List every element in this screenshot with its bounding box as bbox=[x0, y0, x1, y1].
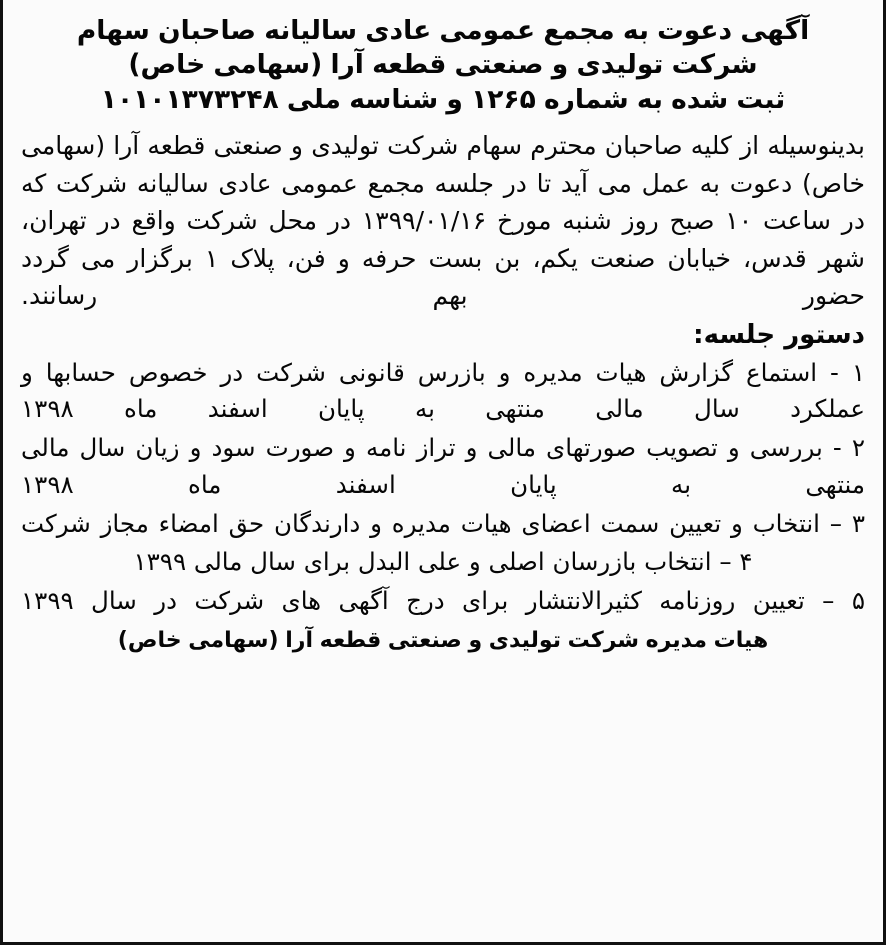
heading-line-2: شرکت تولیدی و صنعتی قطعه آرا (سهامی خاص) bbox=[128, 49, 758, 81]
notice-heading-block bbox=[19, 14, 867, 117]
agenda-item: ۳ – انتخاب و تعیین سمت اعضای هیات مدیره و دارندگان حق امضاء مجاز شرکت bbox=[21, 508, 865, 538]
agenda-item: ۱ - استماع گزارش هیات مدیره و بازرس قانونی شرکت در خصوص حسابها و عملکرد سال مالی منتهی به پایان اسفند ماه ۱۳۹۸ bbox=[21, 357, 865, 424]
agenda-item: ۲ - بررسی و تصویب صورتهای مالی و تراز نامه و صورت سود و زیان سال مالی منتهی به پایان اسفند ماه ۱۳۹۸ bbox=[21, 433, 865, 499]
agenda-item: ۴ – انتخاب بازرسان اصلی و علی البدل برای سال مالی ۱۳۹۹ bbox=[133, 547, 753, 577]
heading-line-3: ثبت شده به شماره ۱۲۶۵ و شناسه ملی ۱۰۱۰۱۳۷۳۲۴۸ bbox=[100, 83, 786, 115]
invitation-paragraph: بدینوسیله از کلیه صاحبان محترم سهام شرکت تولیدی و صنعتی قطعه آرا (سهامی خاص) دعوت به عمل می آید تا در جلسه مجمع عمومی عادی سالیانه شرکت که در ساعت ۱۰ صبح روز شنبه مورخ ۱۳۹۹/۰۱/۱۶ در محل شرکت واقع در تهران، شهر قدس، خیابان صنعت یکم، بن بست حرفه و فن، پلاک ۱ برگزار می گردد حضور بهم رسانند. bbox=[21, 131, 865, 311]
signature-line: هیات مدیره شرکت تولیدی و صنعتی قطعه آرا (سهامی خاص) bbox=[117, 627, 769, 653]
agenda-heading: دستور جلسه: bbox=[693, 319, 865, 350]
agenda-list bbox=[19, 355, 867, 620]
heading-line-1: آگهی دعوت به مجمع عمومی عادی سالیانه صاحبان سهام bbox=[76, 15, 810, 46]
notice-content bbox=[3, 0, 883, 942]
agenda-item: ۵ – تعیین روزنامه کثیرالانتشار برای درج آگهی های شرکت در سال ۱۳۹۹ bbox=[21, 586, 865, 616]
